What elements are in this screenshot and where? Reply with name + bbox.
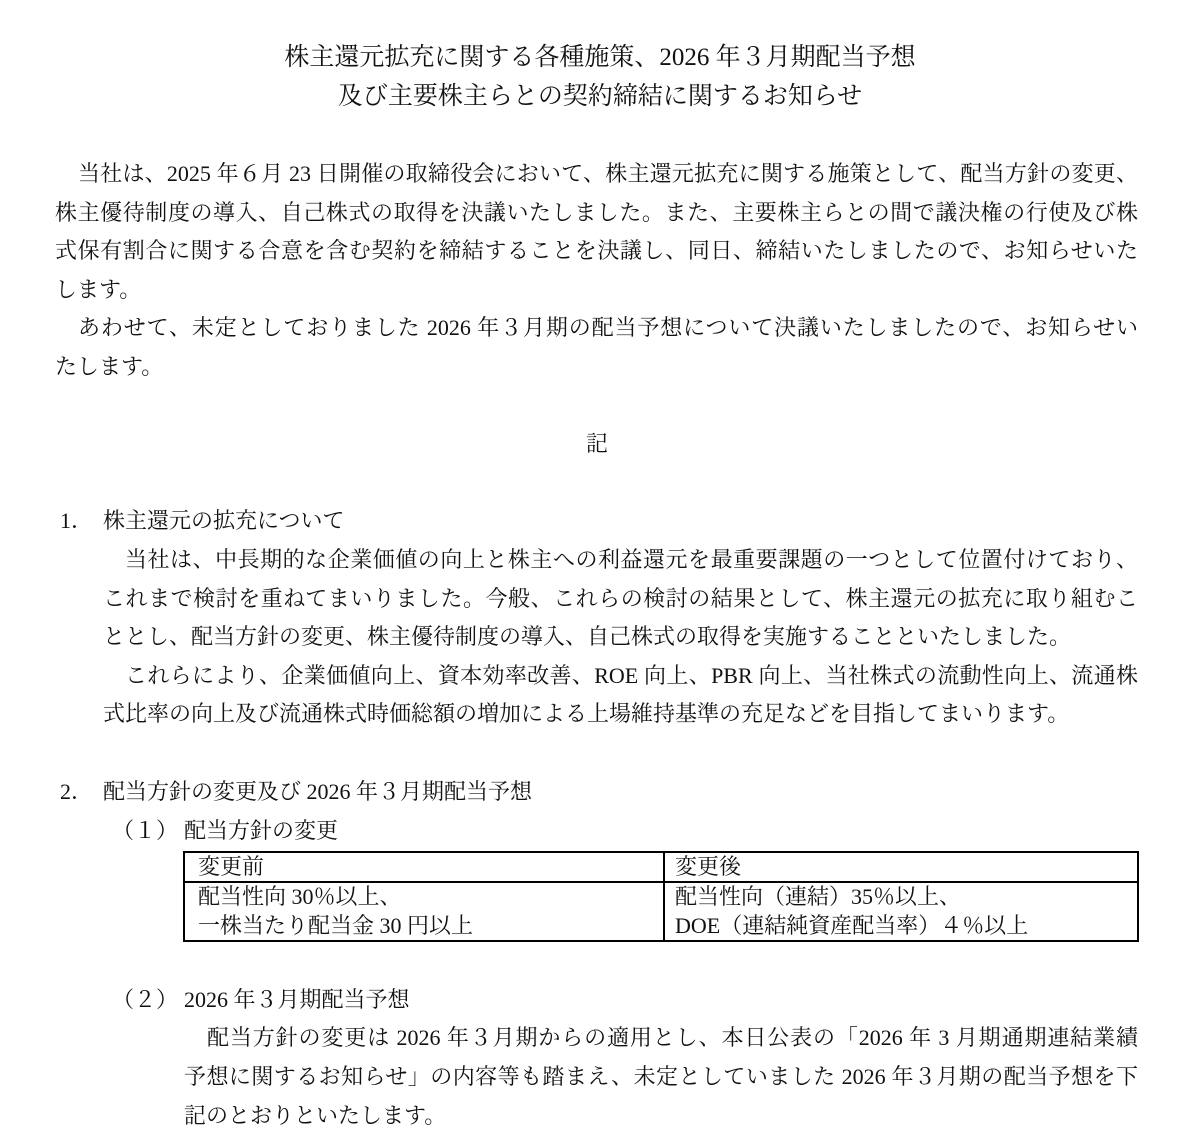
table-header-cell: 変更前 — [185, 853, 665, 881]
table-cell — [665, 883, 1137, 940]
subsection-body — [184, 1019, 1138, 1127]
section-1 — [60, 502, 1138, 734]
section-body — [103, 541, 1138, 734]
table-cell — [185, 883, 665, 940]
title-line: 及び主要株主らとの契約締結に関するお知らせ — [337, 82, 863, 110]
subsection-heading — [112, 812, 1138, 851]
paragraph-line: あわせて、未定としておりました 2026 年３月期の配当予想について決議いたしましたので、お知らせい — [78, 315, 1138, 341]
paragraph-line: 株主優待制度の導入、自己株式の取得を決議いたしました。また、主要株主らとの間で議決権の行使及び株 — [55, 199, 1138, 225]
section-title: 配当方針の変更及び 2026 年３月期配当予想 — [103, 779, 533, 805]
ki-heading: 記 — [585, 431, 608, 456]
section-number: 2． — [60, 779, 94, 805]
cell-line: 配当性向 30％以上、 — [198, 884, 402, 909]
section-heading — [60, 773, 1138, 812]
paragraph-line: 配当方針の変更は 2026 年３月期からの適用とし、本日公表の「2026 年 3 月期通期連結業績 — [207, 1025, 1138, 1051]
paragraph-line: ととし、配当方針の変更、株主優待制度の導入、自己株式の取得を実施することといたしました。 — [103, 624, 1072, 650]
section-paragraph — [103, 541, 1138, 657]
subsection-heading — [112, 981, 1138, 1020]
paragraph-line: します。 — [55, 276, 142, 302]
paragraph-line: たします。 — [55, 353, 164, 379]
paragraph-line: 式比率の向上及び流通株式時価総額の増加による上場維持基準の充足などを目指してまいります。 — [103, 701, 1070, 727]
section-paragraph — [103, 657, 1138, 734]
paragraph-line: これまで検討を重ねてまいりました。今般、これらの検討の結果として、株主還元の拡充に取り組むこ — [103, 585, 1138, 611]
table-header-cell: 変更後 — [675, 854, 742, 879]
subsection-title: 2026 年３月期配当予想 — [184, 986, 410, 1012]
section-number: 1． — [60, 508, 94, 534]
subsection-title: 配当方針の変更 — [184, 817, 339, 843]
table-header-row — [185, 853, 1137, 883]
document-title — [0, 38, 1200, 116]
intro-text — [55, 155, 1138, 387]
paragraph-line: 式保有割合に関する合意を含む契約を締結することを決議し、同日、締結いたしましたので、お知らせいた — [55, 238, 1138, 264]
section-heading — [60, 502, 1138, 541]
cell-line: 一株当たり配当金 30 円以上 — [198, 912, 474, 938]
subsection-2 — [112, 981, 1138, 1127]
title-line: 株主還元拡充に関する各種施策、2026 年３月期配当予想 — [284, 43, 916, 71]
paragraph-line: 予想に関するお知らせ」の内容等も踏まえ、未定としていました 2026 年３月期の配当予想を下 — [184, 1063, 1138, 1089]
paragraph-line: 記のとおりといたします。 — [184, 1102, 447, 1128]
cell-line: DOE（連結純資産配当率）４％以上 — [675, 912, 1029, 938]
paragraph-line: これらにより、企業価値向上、資本効率改善、ROE 向上、PBR 向上、当社株式の流動性向上、流通株 — [125, 662, 1138, 688]
section-title: 株主還元の拡充について — [103, 508, 345, 534]
table-row — [185, 883, 1137, 940]
intro-paragraph — [55, 309, 1138, 386]
paragraph-line: 当社は、2025 年６月 23 日開催の取締役会において、株主還元拡充に関する施策として、配当方針の変更、 — [78, 161, 1138, 186]
cell-line: 配当性向（連結）35％以上、 — [675, 884, 962, 909]
subsection-number: （１） — [112, 817, 179, 843]
dividend-policy-table — [183, 851, 1139, 942]
intro-paragraph — [55, 155, 1138, 309]
section-2 — [60, 773, 1138, 850]
paragraph-line: 当社は、中長期的な企業価値の向上と株主への利益還元を最重要課題の一つとして位置付けており、 — [125, 546, 1138, 572]
subsection-number: （２） — [112, 986, 179, 1012]
